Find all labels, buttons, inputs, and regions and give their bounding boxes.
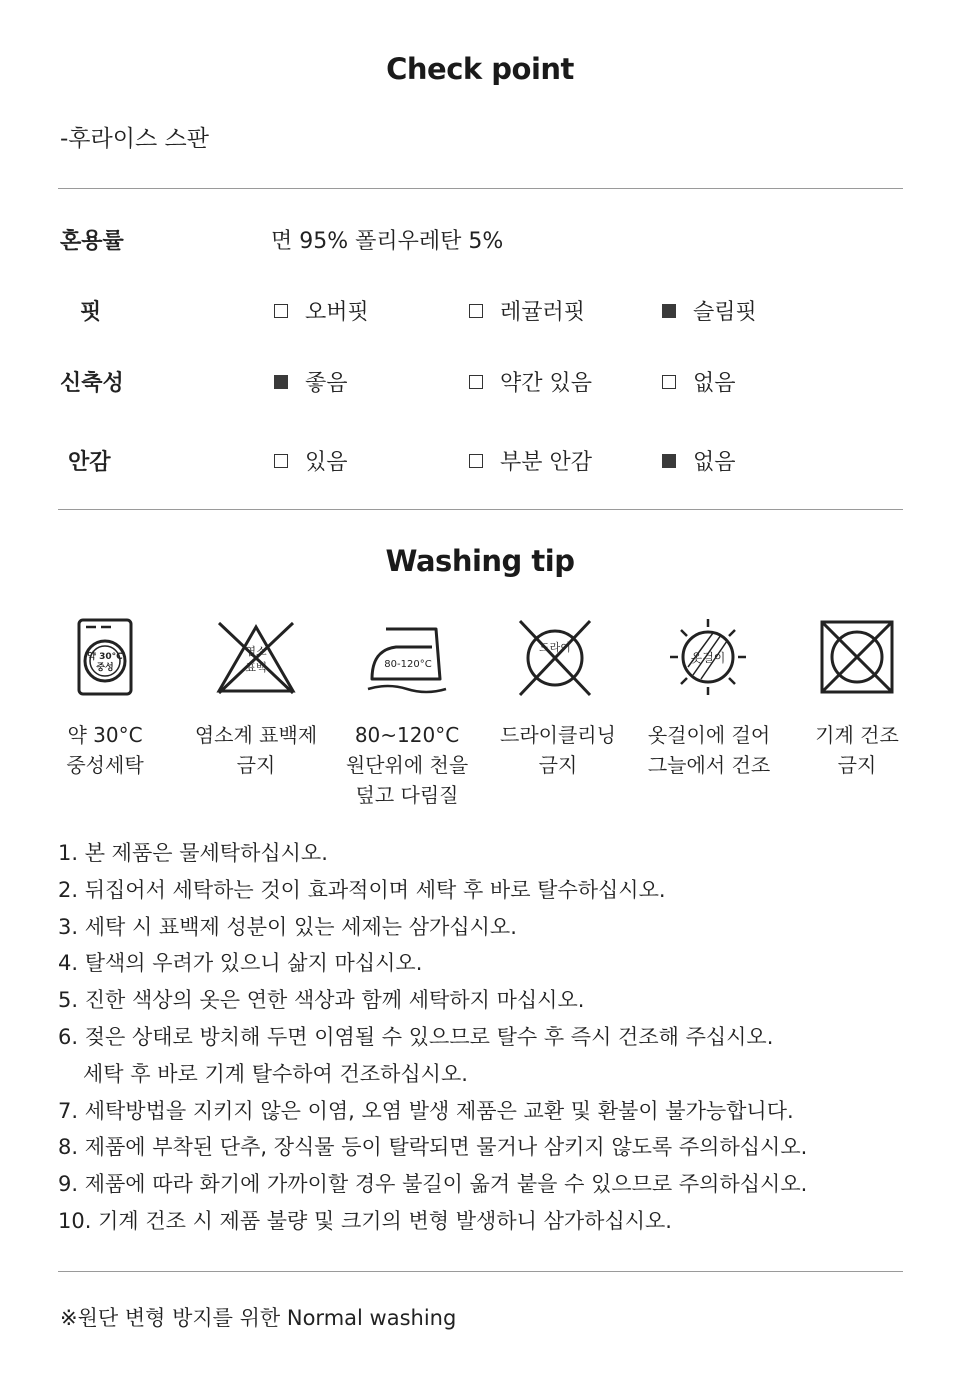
- tip-item: 10. 기계 건조 시 제품 불량 및 크기의 변형 발생하니 삼가하십시오.: [58, 1208, 672, 1233]
- no-tumble-dry-caption: [772, 720, 942, 780]
- shade-hang-dry-caption: [624, 720, 794, 780]
- lining-yes-label: 있음: [305, 450, 348, 475]
- no-dry-clean-caption: [473, 720, 643, 780]
- composition-label: 혼용률: [60, 229, 124, 254]
- washing-tip-title: Washing tip: [385, 544, 575, 578]
- iron-caption-line-3: 덮고 다림질: [355, 783, 459, 807]
- iron-icon-text: 80-120°C: [384, 659, 432, 670]
- stretch-some-checkbox: [469, 375, 483, 389]
- lining-label: 안감: [68, 450, 111, 475]
- stretch-good-checkbox: [274, 375, 288, 389]
- tip-item: 5. 진한 색상의 옷은 연한 색상과 함께 세탁하지 마십시오.: [58, 988, 585, 1013]
- stretch-label: 신축성: [60, 371, 124, 396]
- iron-caption-line-1: 80~120°C: [354, 723, 460, 747]
- composition-value: 면 95% 폴리우레탄 5%: [271, 229, 504, 254]
- lining-option-partial: [469, 445, 592, 476]
- fit-slim-label: 슬림핏: [693, 300, 757, 325]
- lining-none-label: 없음: [693, 450, 736, 475]
- tip-item: 3. 세탁 시 표백제 성분이 있는 세제는 삼가십시오.: [58, 914, 517, 939]
- stretch-option-good: [274, 366, 348, 397]
- washtub-icon-text-1: 약 30°C: [87, 652, 123, 662]
- iron-icon: [362, 615, 452, 701]
- tip-item: 7. 세탁방법을 지키지 않은 이염, 오염 발생 제품은 교환 및 환불이 불가능합니다.: [58, 1098, 794, 1123]
- washtub-caption-line-2: 중성세탁: [66, 753, 144, 777]
- divider-middle: [58, 509, 903, 510]
- lining-yes-checkbox: [274, 454, 288, 468]
- stretch-option-some: [469, 366, 592, 397]
- washing-tips-list: [58, 835, 918, 1240]
- washtub-icon-text-2: 중성: [96, 663, 114, 673]
- no-bleach-caption-line-1: 염소계 표백제: [194, 723, 318, 747]
- tip-item: 4. 탈색의 우려가 있으니 삶지 마십시오.: [58, 951, 423, 976]
- stretch-good-label: 좋음: [305, 371, 348, 396]
- divider-top: [58, 188, 903, 189]
- washtub-icon: [60, 615, 150, 701]
- footnote: ※원단 변형 방지를 위한 Normal washing: [60, 1306, 457, 1330]
- fit-option-regular: [469, 295, 585, 326]
- lining-partial-checkbox: [469, 454, 483, 468]
- stretch-option-none: [662, 366, 736, 397]
- no-bleach-caption-line-2: 금지: [236, 753, 276, 777]
- shade-hang-dry-icon: [663, 615, 753, 701]
- no-dry-clean-caption-line-1: 드라이클리닝: [500, 723, 616, 747]
- stretch-none-label: 없음: [693, 371, 736, 396]
- tip-item: 8. 제품에 부착된 단추, 장식물 등이 탈락되면 물거나 삼키지 않도록 주의하십시오.: [58, 1135, 808, 1160]
- shade-hang-dry-caption-line-1: 옷걸이에 걸어: [647, 723, 771, 747]
- fit-label: 핏: [80, 300, 102, 325]
- tip-item: 9. 제품에 따라 화기에 가까이할 경우 불길이 옮겨 붙을 수 있으므로 주의하십시오.: [58, 1172, 808, 1197]
- no-dry-clean-icon-text: 드라이: [539, 641, 571, 654]
- no-tumble-dry-icon: [812, 615, 902, 701]
- tip-item-continuation: 세탁 후 바로 기계 탈수하여 건조하십시오.: [83, 1061, 468, 1086]
- no-bleach-icon-text-2: 표백: [245, 661, 267, 674]
- stretch-none-checkbox: [662, 375, 676, 389]
- tip-item: 2. 뒤집어서 세탁하는 것이 효과적이며 세탁 후 바로 탈수하십시오.: [58, 877, 666, 902]
- fit-over-checkbox: [274, 304, 288, 318]
- shade-hang-dry-icon-text: 옷걸이: [690, 651, 726, 665]
- no-tumble-dry-caption-line-2: 금지: [837, 753, 877, 777]
- lining-option-none: [662, 445, 736, 476]
- no-bleach-caption: [171, 720, 341, 780]
- product-subtitle: -후라이스 스판: [60, 126, 209, 152]
- iron-caption: [322, 720, 492, 810]
- fit-over-label: 오버핏: [305, 300, 369, 325]
- lining-partial-label: 부분 안감: [500, 450, 593, 475]
- iron-caption-line-2: 원단위에 천을: [345, 753, 469, 777]
- tip-item: 1. 본 제품은 물세탁하십시오.: [58, 841, 328, 865]
- washtub-caption-line-1: 약 30°C: [67, 723, 143, 747]
- no-bleach-icon: [211, 615, 301, 701]
- stretch-some-label: 약간 있음: [500, 371, 593, 396]
- no-tumble-dry-caption-line-1: 기계 건조: [815, 723, 899, 747]
- check-point-title: Check point: [386, 52, 574, 86]
- divider-bottom: [58, 1271, 903, 1272]
- lining-option-yes: [274, 445, 348, 476]
- fit-regular-label: 레귤러핏: [500, 300, 586, 325]
- shade-hang-dry-caption-line-2: 그늘에서 건조: [647, 753, 771, 777]
- fit-regular-checkbox: [469, 304, 483, 318]
- no-dry-clean-icon: [510, 615, 600, 701]
- fit-slim-checkbox: [662, 304, 676, 318]
- lining-none-checkbox: [662, 454, 676, 468]
- tip-item: 6. 젖은 상태로 방치해 두면 이염될 수 있으므로 탈수 후 즉시 건조해 주십시오.: [58, 1024, 774, 1049]
- no-bleach-icon-text-1: 염소: [245, 645, 267, 658]
- no-dry-clean-caption-line-2: 금지: [538, 753, 578, 777]
- washtub-caption: [20, 720, 190, 780]
- fit-option-slim: [662, 295, 757, 326]
- fit-option-over: [274, 295, 369, 326]
